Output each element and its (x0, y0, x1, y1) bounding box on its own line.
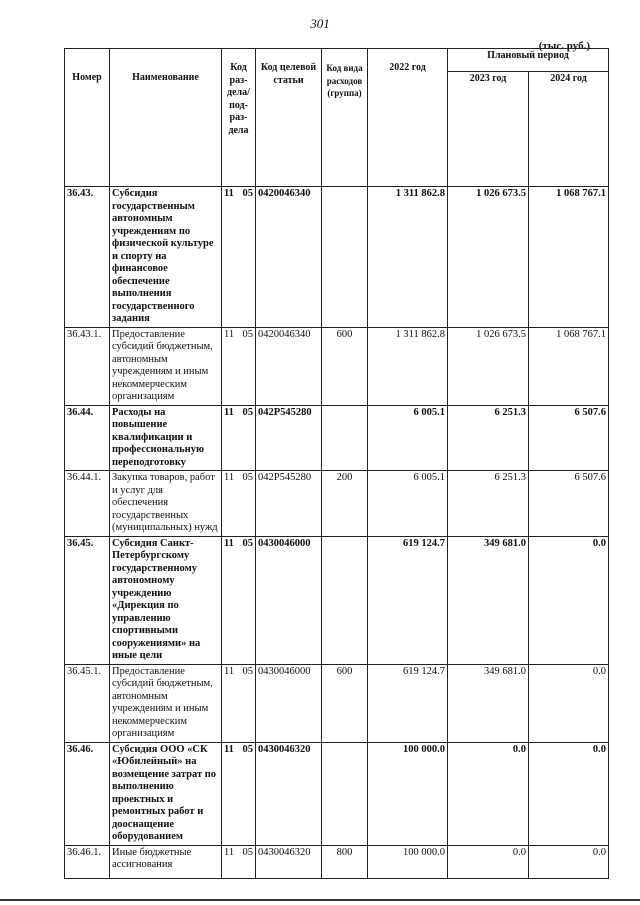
row-number: 36.43.1. (65, 327, 110, 405)
row-number: 36.44.1. (65, 471, 110, 537)
header-expense-type: Код вида расходов (группа) (322, 49, 368, 187)
row-2024: 1 068 767.1 (529, 187, 609, 328)
row-number: 36.45.1. (65, 664, 110, 742)
row-2024: 1 068 767.1 (529, 327, 609, 405)
table-row (65, 664, 609, 742)
row-2024: 0.0 (529, 845, 609, 878)
header-target: Код целевой статьи (256, 49, 322, 187)
row-2022: 1 311 862.8 (368, 187, 448, 328)
row-number: 36.44. (65, 405, 110, 471)
row-2024: 0.0 (529, 536, 609, 664)
table-row (65, 327, 609, 405)
row-2022: 100 000.0 (368, 845, 448, 878)
table-row (65, 471, 609, 537)
row-2023: 0.0 (448, 742, 529, 845)
row-2022: 619 124.7 (368, 664, 448, 742)
row-name: Субсидия Санкт-Петербургскому государственному автономному учреждению «Дирекция по управлению спортивными сооружениями» на иные цели (110, 536, 222, 664)
units-label: (тыс. руб.) (538, 40, 590, 52)
row-2024: 0.0 (529, 664, 609, 742)
row-target: 0430046000 (256, 664, 322, 742)
row-2023: 6 251.3 (448, 471, 529, 537)
row-expense-type (322, 405, 368, 471)
header-number: Номер (65, 49, 110, 187)
row-razdel: 11 05 (222, 405, 256, 471)
row-target: 0430046320 (256, 742, 322, 845)
header-name: Наименование (110, 49, 222, 187)
row-2023: 6 251.3 (448, 405, 529, 471)
row-expense-type (322, 187, 368, 328)
row-target: 0430046000 (256, 536, 322, 664)
row-target: 0420046340 (256, 327, 322, 405)
row-2023: 349 681.0 (448, 536, 529, 664)
row-expense-type (322, 742, 368, 845)
row-target: 0420046340 (256, 187, 322, 328)
row-expense-type: 800 (322, 845, 368, 878)
row-number: 36.46. (65, 742, 110, 845)
row-2023: 1 026 673.5 (448, 187, 529, 328)
row-number: 36.46.1. (65, 845, 110, 878)
row-expense-type (322, 536, 368, 664)
row-2022: 100 000.0 (368, 742, 448, 845)
row-2024: 0.0 (529, 742, 609, 845)
row-expense-type: 600 (322, 327, 368, 405)
row-target: 0430046320 (256, 845, 322, 878)
row-razdel: 11 05 (222, 742, 256, 845)
row-razdel: 11 05 (222, 845, 256, 878)
row-2022: 6 005.1 (368, 471, 448, 537)
header-2023: 2023 год (448, 72, 529, 187)
row-2023: 349 681.0 (448, 664, 529, 742)
row-name: Расходы на повышение квалификации и профессиональную переподготовку (110, 405, 222, 471)
row-name: Предоставление субсидий бюджетным, автономным учреждениям и иным некоммерческим организациям (110, 664, 222, 742)
row-2022: 1 311 862.8 (368, 327, 448, 405)
row-razdel: 11 05 (222, 664, 256, 742)
row-expense-type: 600 (322, 664, 368, 742)
row-2023: 0.0 (448, 845, 529, 878)
row-expense-type: 200 (322, 471, 368, 537)
row-2024: 6 507.6 (529, 471, 609, 537)
row-razdel: 11 05 (222, 536, 256, 664)
table-row (65, 405, 609, 471)
row-2024: 6 507.6 (529, 405, 609, 471)
row-razdel: 11 05 (222, 187, 256, 328)
row-2022: 619 124.7 (368, 536, 448, 664)
row-target: 042P545280 (256, 405, 322, 471)
row-2023: 1 026 673.5 (448, 327, 529, 405)
scan-edge-line (0, 899, 640, 901)
header-razdel: Код раз- дела/ под- раз- дела (222, 49, 256, 187)
table-row (65, 742, 609, 845)
row-2022: 6 005.1 (368, 405, 448, 471)
row-name: Закупка товаров, работ и услуг для обеспечения государственных (муниципальных) нужд (110, 471, 222, 537)
row-target: 042P545280 (256, 471, 322, 537)
row-razdel: 11 05 (222, 327, 256, 405)
row-razdel: 11 05 (222, 471, 256, 537)
row-number: 36.45. (65, 536, 110, 664)
row-name: Субсидия ООО «СК «Юбилейный» на возмещение затрат по выполнению проектных и ремонтных работ и дооснащение оборудованием (110, 742, 222, 845)
table-row (65, 187, 609, 328)
table-row (65, 845, 609, 878)
page-number: 301 (310, 16, 330, 31)
header-2022: 2022 год (368, 49, 448, 187)
header-2024: 2024 год (529, 72, 609, 187)
table-row (65, 536, 609, 664)
row-name: Иные бюджетные ассигнования (110, 845, 222, 878)
row-name: Субсидия государственным автономным учреждениям по физической культуре и спорту на финансовое обеспечение выполнения государственного задания (110, 187, 222, 328)
row-name: Предоставление субсидий бюджетным, автономным учреждениям и иным некоммерческим организациям (110, 327, 222, 405)
row-number: 36.43. (65, 187, 110, 328)
header-planned-period: Плановый период (448, 49, 609, 72)
budget-table (64, 48, 609, 879)
